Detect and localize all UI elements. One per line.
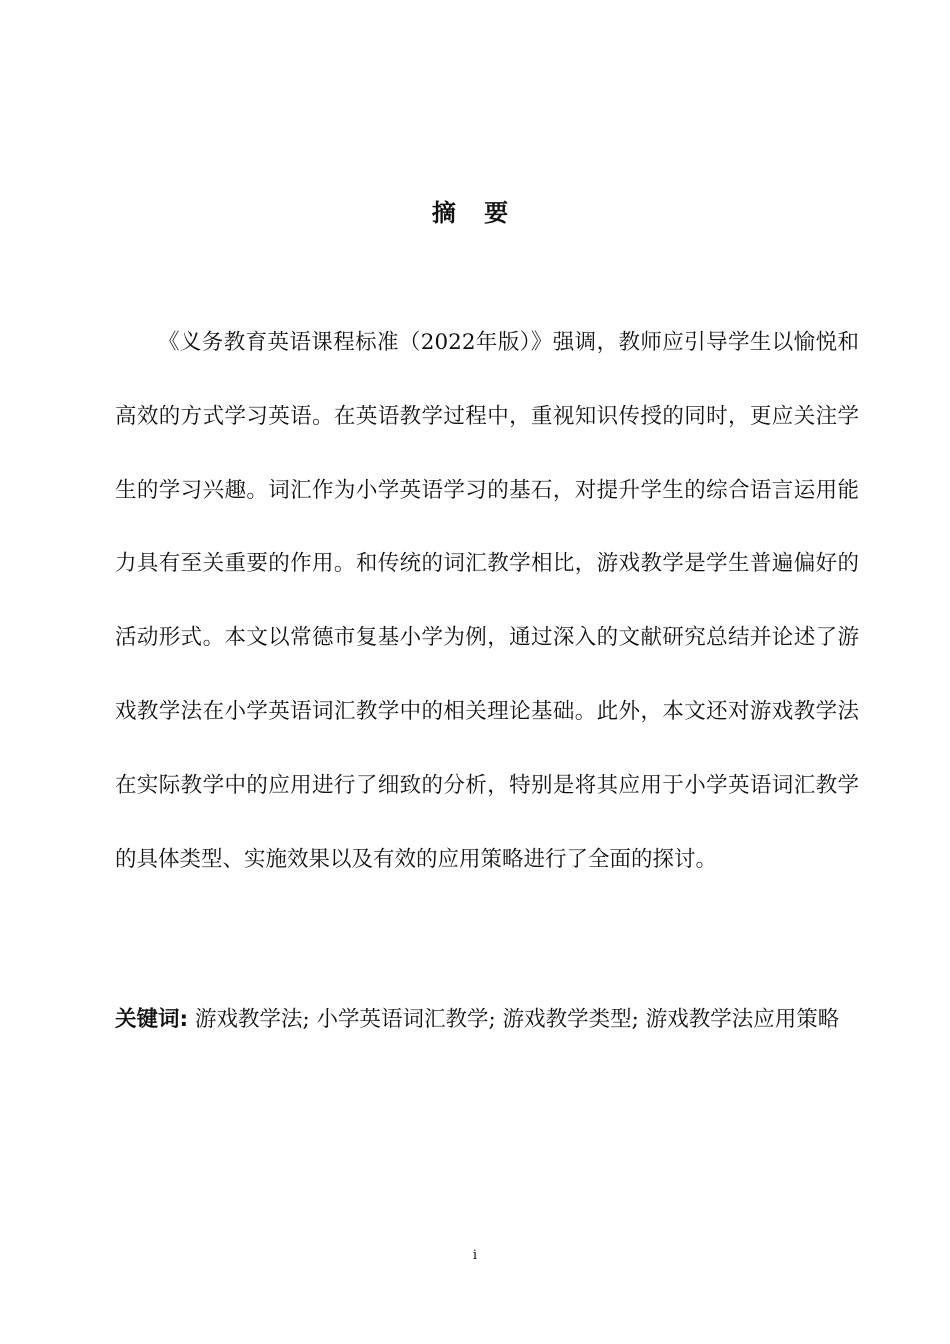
abstract-title: 摘 要 — [431, 199, 519, 227]
keywords-text: 游戏教学法; 小学英语词汇教学; 游戏教学类型; 游戏教学法应用策略 — [194, 1007, 840, 1032]
keywords-line — [115, 985, 859, 1054]
abstract-body: 《义务教育英语课程标准（2022年版）》强调，教师应引导学生以愉悦和高效的方式学习英语。在英语教学过程中，重视知识传授的同时，更应关注学生的学习兴趣。词汇作为小学英语学习的基石，对提升学生的综合语言运用能力具有至关重要的作用。和传统的词汇教学相比，游戏教学是学生普遍偏好的活动形式。本文以常德市复基小学为例，通过深入的文献研究总结并论述了游戏教学法在小学英语词汇教学中的相关理论基础。此外，本文还对游戏教学法在实际教学中的应用进行了细致的分析，特别是将其应用于小学英语词汇教学的具体类型、实施效果以及有效的应用策略进行了全面的探讨。 — [115, 330, 859, 872]
page-number: i — [472, 1248, 478, 1263]
keywords-label: 关键词: — [115, 1007, 189, 1032]
